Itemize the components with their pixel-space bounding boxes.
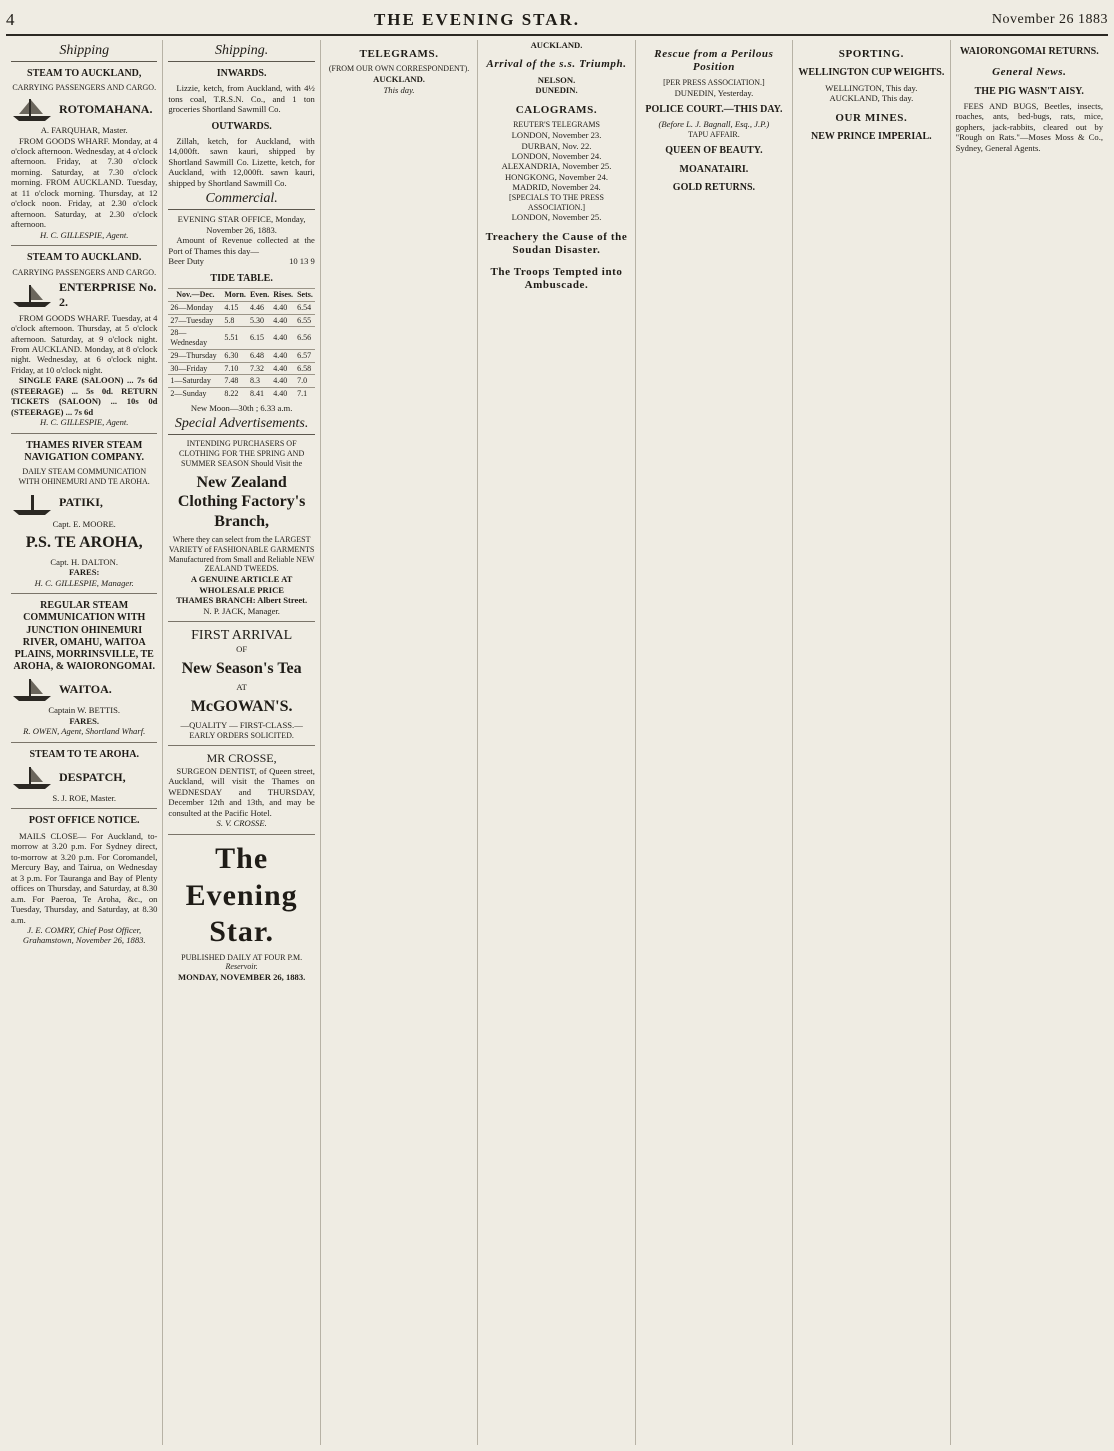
ship-icon (11, 764, 53, 790)
beer-duty-value: 10 13 9 (289, 256, 315, 267)
tide-header: Nov.—Dec. (168, 289, 222, 302)
column-3 (321, 40, 478, 1445)
article-sub: [PER PRESS ASSOCIATION.] (663, 77, 765, 87)
agent: H. C. GILLESPIE, Agent. (40, 229, 129, 240)
ad-title: STEAM TO AUCKLAND. (27, 252, 142, 264)
cell: 1—Saturday (168, 375, 222, 388)
dateline: LONDON, November 24. (511, 150, 602, 161)
commercial-sub: EVENING STAR OFFICE, Monday, November 26, 1883. (177, 214, 306, 235)
ship-master: Captain W. BETTIS. (48, 705, 121, 716)
divider (11, 593, 157, 594)
sporting-title: SPORTING. (838, 48, 904, 60)
cell: 29—Thursday (168, 349, 222, 362)
divider (11, 808, 157, 809)
masthead-sub: PUBLISHED DAILY AT FOUR P.M. (181, 952, 303, 962)
article-title: QUEEN OF BEAUTY. (665, 145, 763, 157)
dentist-signature: S. V. CROSSE. (216, 818, 267, 829)
cell: 5.30 (248, 314, 271, 327)
ship-master: Capt. H. DALTON. (50, 556, 118, 567)
schedule: FROM GOODS WHARF. Tuesday, at 4 o'clock afternoon. Thursday, at 5 o'clock afternoon. Saturday, at 9 o'clock night. From AUCKLAND. Monday, at 8 o'clock night. Wednesday, at 6 o'clock night. Friday, at 10 o'clock night. (11, 312, 158, 375)
divider (11, 742, 157, 743)
tea-line: AT (236, 682, 247, 693)
schedule: FROM GOODS WHARF. Monday, at 4 o'clock afternoon. Wednesday, at 4 o'clock afternoon. Friday, at 7.30 o'clock morning. Saturday, at 7.30 o'clock morning. FROM AUCKLAND. Tuesday, at 11 o'clock morning. Thursday, at 12 o'clock noon. Friday, at 2.30 o'clock afternoon. Saturday, at 2.30 o'clock afternoon. (11, 135, 158, 230)
tide-header: Rises. (271, 289, 295, 302)
dateline: LONDON, November 25. (511, 212, 602, 223)
article-title: General News. (992, 66, 1067, 79)
column-6 (793, 40, 950, 1445)
divider (11, 245, 157, 246)
ship-name: ENTERPRISE No. 2. (59, 280, 157, 309)
cell: 6.15 (248, 327, 271, 350)
page-header (6, 6, 1108, 36)
article-title: Treachery the Cause of the Soudan Disaster. (485, 230, 628, 257)
ship-master: S. J. ROE, Master. (52, 792, 117, 803)
fares: SINGLE FARE (SALOON) ... 7s 6d (STEERAGE) ... 5s 0d. RETURN TICKETS (SALOON) ... 10s 0d (STEERAGE) ... 7s 6d (11, 375, 158, 417)
agent: H. C. GILLESPIE, Agent. (40, 417, 129, 428)
ship-master: Capt. E. MOORE. (52, 518, 116, 529)
divider (168, 745, 314, 746)
tea-line: EARLY ORDERS SOLICITED. (189, 730, 294, 740)
clothing-branch: THAMES BRANCH: Albert Street. (176, 595, 308, 606)
special-title: Special Advertisements. (168, 415, 314, 435)
fares-title: FARES. (69, 715, 100, 726)
dateline: LONDON, November 23. (511, 130, 602, 141)
cell: 4.40 (271, 301, 295, 314)
cell: 6.55 (295, 314, 315, 327)
dateline: NELSON. (537, 74, 576, 85)
table-row (168, 301, 314, 314)
commercial-title: Commercial. (168, 190, 314, 210)
dateline: DUNEDIN. (535, 85, 578, 96)
dateline: DUNEDIN, Yesterday. (674, 87, 754, 98)
article-title: Rescue from a Perilous Position (654, 48, 774, 74)
notice-signature: J. E. COMRY, Chief Post Officer, Grahamstown, November 26, 1883. (22, 924, 146, 946)
clothing-name: New Zealand Clothing Factory's Branch, (177, 473, 306, 530)
ship-name: P.S. TE AROHA, (25, 534, 143, 552)
article-title: NEW PRINCE IMPERIAL. (811, 130, 932, 142)
calograms-sub: REUTER'S TELEGRAMS (513, 120, 600, 130)
dateline: DURBAN, Nov. 22. (521, 140, 592, 151)
masthead: THE EVENING STAR. (373, 10, 581, 29)
cell: 6.30 (222, 349, 248, 362)
ad-title: THAMES RIVER STEAM NAVIGATION COMPANY. (24, 439, 145, 464)
dateline: AUCKLAND, This day. (829, 93, 914, 104)
cell: 8.22 (222, 388, 248, 400)
masthead-main: The Evening Star. (185, 841, 298, 949)
table-row (168, 375, 314, 388)
dentist-body: SURGEON DENTIST, of Queen street, Auckland, will visit the Thames on WEDNESDAY and THURSDAY, December 12th and 13th, and may be consulted at the Pacific Hotel. (168, 766, 315, 818)
cell: 30—Friday (168, 362, 222, 375)
ship-icon (11, 676, 53, 702)
clothing-price: A GENUINE ARTICLE AT WHOLESALE PRICE (190, 574, 293, 595)
ad-title: STEAM TO TE AROHA. (29, 748, 139, 760)
notice-title: POST OFFICE NOTICE. (28, 815, 140, 827)
column-4 (478, 40, 635, 1445)
ad-subtitle: CARRYING PASSENGERS AND CARGO. (12, 83, 157, 93)
cell: 6.57 (295, 349, 315, 362)
ship-name: WAITOA. (59, 682, 112, 696)
tide-header: Sets. (295, 289, 315, 302)
cell: 6.54 (295, 301, 315, 314)
cell: 6.58 (295, 362, 315, 375)
ship-icon (11, 282, 53, 308)
ad-title: REGULAR STEAM COMMUNICATION WITH JUNCTION OHINEMURI RIVER, OMAHU, WAITOA PLAINS, MORRINSVILLE, TE AROHA, & WAIORONGOMAI. (13, 600, 155, 673)
cell: 4.40 (271, 327, 295, 350)
cell: 6.56 (295, 327, 315, 350)
telegrams-time: This day. (383, 84, 415, 95)
cell: 4.40 (271, 375, 295, 388)
article-title: GOLD RETURNS. (672, 181, 756, 193)
ship-name: ROTOMAHANA. (59, 101, 153, 116)
tide-title: TIDE TABLE. (210, 272, 273, 284)
ship-icon (11, 490, 53, 516)
notice-body: MAILS CLOSE— For Auckland, to-morrow at 3.20 p.m. For Sydney direct, to-morrow at 3.20 p.m. For Coromandel, Mercury Bay, and Tairua, on Wednesday at 3 p.m. For Tauranga and Bay of Plenty offices on Thursday, and Saturday, at 8.30 a.m. For Paeroa, Te Aroha, &c., on Tuesday, Thursday, and Saturday, at 8.30 a.m. (11, 830, 158, 925)
ship-row (11, 96, 157, 122)
inwards-title: INWARDS. (216, 68, 267, 80)
cell: 4.40 (271, 349, 295, 362)
article-title: MOANATAIRI. (679, 163, 749, 175)
cell: 4.40 (271, 314, 295, 327)
dateline: MADRID, November 24. (512, 182, 601, 193)
dentist-name: MR CROSSE, (206, 751, 277, 766)
cell: 7.0 (295, 375, 315, 388)
table-row (168, 362, 314, 375)
cell: 8.3 (248, 375, 271, 388)
tide-moon: New Moon—30th ; 6.33 a.m. (190, 402, 293, 413)
calograms-title: CALOGRAMS. (515, 103, 598, 116)
cell: 4.46 (248, 301, 271, 314)
cell: 27—Tuesday (168, 314, 222, 327)
dateline: ALEXANDRIA, November 25. (501, 161, 612, 172)
table-row (168, 327, 314, 350)
ship-row (11, 490, 157, 516)
ship-name: PATIKI, (59, 495, 103, 510)
advertisement: FEES AND BUGS, Beetles, insects, roaches, ants, bed-bugs, rats, mice, gophers, jack-rabbits, cleared out by "Rough on Rats."—Moses Moss & Co., Sydney, General Agents. (955, 100, 1103, 153)
column-7 (951, 40, 1108, 1445)
ship-icon (11, 96, 53, 122)
ship-master: A. FARQUHAR, Master. (40, 125, 128, 136)
tea-line: —QUALITY — FIRST-CLASS.— (180, 720, 303, 731)
tide-header: Morn. (222, 289, 248, 302)
divider (168, 834, 314, 835)
ship-name: DESPATCH, (59, 769, 126, 784)
fares-title: FARES: (69, 567, 100, 578)
ship-row (11, 280, 157, 309)
cell: 8.41 (248, 388, 271, 400)
cell: 6.48 (248, 349, 271, 362)
cell: 4.40 (271, 388, 295, 400)
cell: 26—Monday (168, 301, 222, 314)
cell: 7.1 (295, 388, 315, 400)
cell: 5.8 (222, 314, 248, 327)
article-title: THE PIG WASN'T AISY. (974, 85, 1084, 97)
table-row (168, 349, 314, 362)
clothing-body: Where they can select from the LARGEST VARIETY of FASHIONABLE GARMENTS Manufactured from Small and Reliable NEW ZEALAND TWEEDS. (168, 535, 315, 574)
page-number: 4 (6, 10, 15, 29)
column-1 (6, 40, 163, 1445)
cell: 2—Sunday (168, 388, 222, 400)
mines-title: OUR MINES. (835, 111, 908, 124)
header-date: November 26 1883 (991, 12, 1108, 27)
article-topic: TAPU AFFAIR. (688, 129, 740, 139)
ship-row (11, 676, 157, 702)
tea-line: OF (236, 644, 248, 655)
article-title: POLICE COURT.—THIS DAY. (645, 104, 783, 116)
column-2 (163, 40, 320, 1445)
article-sub: (Before L. J. Bagnall, Esq., J.P.) (658, 119, 770, 130)
telegrams-sub: (FROM OUR OWN CORRESPONDENT). (328, 64, 470, 74)
article-title: WAIORONGOMAI RETURNS. (959, 46, 1099, 57)
cell: 4.40 (271, 362, 295, 375)
telegrams-place: AUCKLAND. (373, 74, 425, 85)
agent: R. OWEN, Agent, Shortland Wharf. (23, 726, 146, 737)
ad-title: STEAM TO AUCKLAND, (27, 68, 142, 80)
article-title: Arrival of the s.s. Triumph. (486, 58, 627, 71)
cell: 28—Wednesday (168, 327, 222, 350)
tide-table (168, 288, 314, 400)
masthead-date: MONDAY, NOVEMBER 26, 1883. (177, 972, 306, 983)
masthead-sub2: Reservoir. (225, 962, 258, 972)
inwards-body: Lizzie, ketch, from Auckland, with 4½ tons coal, T.R.S.N. Co., and 1 ton groceries Shortland Sawmill Co. (168, 83, 315, 115)
outwards-title: OUTWARDS. (211, 120, 272, 132)
cell: 4.15 (222, 301, 248, 314)
tide-header: Even. (248, 289, 271, 302)
clothing-manager: N. P. JACK, Manager. (203, 605, 280, 616)
column-5 (636, 40, 793, 1445)
outwards-body: Zillah, ketch, for Auckland, with 14,000ft. sawn kauri, shipped by Shortland Sawmill Co. Lizette, ketch, for Auckland, with 12,000ft. sawn kauri, shipped by Shortland Sawmill Co. (168, 135, 315, 188)
section-title: Shipping. (168, 42, 314, 62)
dateline: WELLINGTON, This day. (825, 82, 918, 93)
ship-row (11, 764, 157, 790)
table-row (168, 388, 314, 400)
specials: [SPECIALS TO THE PRESS ASSOCIATION.] (509, 192, 604, 212)
ad-subtitle: DAILY STEAM COMMUNICATION WITH OHINEMURI AND TE AROHA. (18, 467, 150, 486)
tea-line: New Season's Tea (181, 659, 302, 677)
clothing-lead: INTENDING PURCHASERS OF CLOTHING FOR THE SPRING AND SUMMER SEASON Should Visit the (179, 439, 305, 468)
ad-subtitle: CARRYING PASSENGERS AND CARGO. (12, 267, 157, 277)
dateline: AUCKLAND. (530, 40, 583, 50)
article-title: WELLINGTON CUP WEIGHTS. (798, 67, 945, 79)
divider (11, 433, 157, 434)
cell: 7.48 (222, 375, 248, 388)
columns (6, 40, 1108, 1445)
table-row (168, 314, 314, 327)
section-title: Shipping (11, 42, 157, 62)
telegrams-title: TELEGRAMS. (359, 48, 439, 60)
dateline: HONGKONG, November 24. (504, 171, 609, 182)
cell: 5.51 (222, 327, 248, 350)
beer-duty-label: Beer Duty (168, 256, 204, 267)
cell: 7.10 (222, 362, 248, 375)
commercial-body: Amount of Revenue collected at the Port of Thames this day— (168, 235, 315, 256)
divider (168, 621, 314, 622)
agent: H. C. GILLESPIE, Manager. (34, 577, 134, 588)
beer-duty-row (168, 256, 314, 266)
tea-line: McGOWAN'S. (190, 697, 293, 715)
article-title: The Troops Tempted into Ambuscade. (490, 265, 623, 292)
tea-line: FIRST ARRIVAL (191, 628, 293, 644)
cell: 7.32 (248, 362, 271, 375)
